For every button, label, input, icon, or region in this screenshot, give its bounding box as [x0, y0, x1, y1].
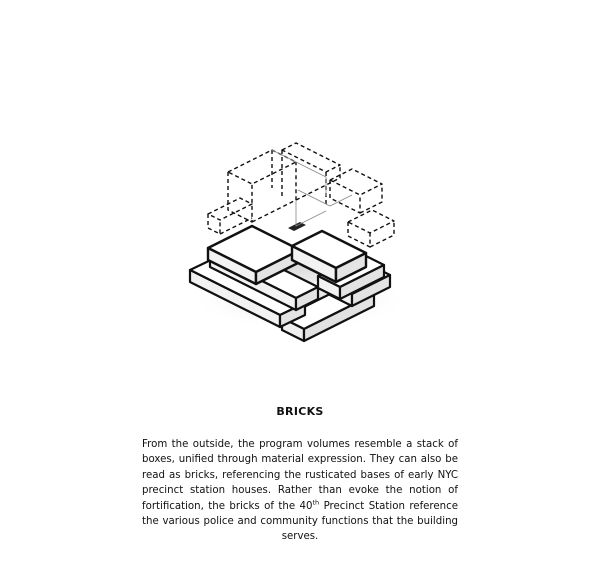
caption-body: [142, 437, 458, 545]
caption-body-text-part2: Precinct Station reference the various police and community functions that the building serves.: [142, 500, 458, 543]
ghost-solid-edges: [272, 150, 352, 226]
ghost-volume-top-left: [208, 150, 296, 234]
ghost-volume-center: [282, 143, 340, 204]
caption-body-text-part1: From the outside, the program volumes resemble a stack of boxes, unified through material expression. They can also be read as bricks, referencing the rusticated bases of early NYC precinct station houses. Rather than evoke the notion of fortification, the bricks of the 40: [142, 439, 458, 512]
ghost-volume-top-right: [330, 169, 394, 247]
dark-slot: [288, 222, 306, 231]
caption-title: BRICKS: [276, 405, 324, 418]
caption-body-superscript: th: [312, 498, 320, 507]
